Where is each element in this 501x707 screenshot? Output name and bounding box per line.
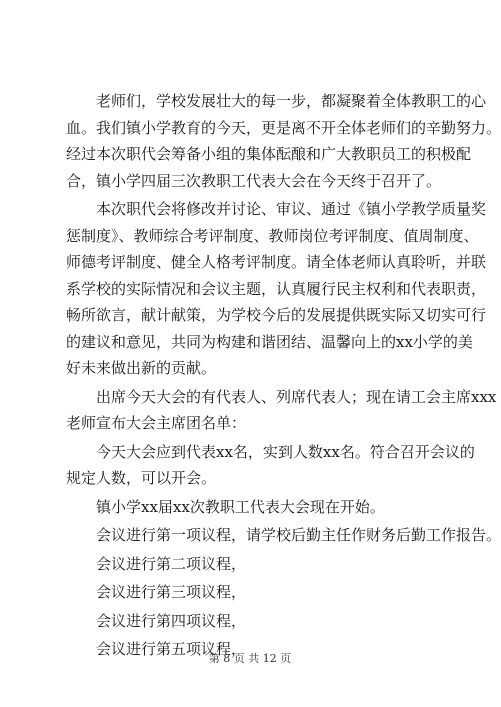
text-line: 的建议和意见，共同为构建和谐团结、温馨向上的xx小学的美 [66, 332, 473, 351]
text-line: 本次职代会将修改并讨论、审议、通过《镇小学教学质量奖 [66, 200, 487, 218]
text-line: 会议进行第五项议程， [66, 640, 247, 658]
text-line: 老师们，学校发展壮大的每一步，都凝聚着全体教职工的心 [66, 92, 487, 110]
paragraph-opening [66, 88, 501, 194]
text-line: 系学校的实际情况和会议主题，认真履行民主权利和代表职责， [66, 279, 487, 298]
text-line: 会议进行第一项议程，请学校后勤主任作财务后勤工作报告。 [66, 526, 501, 544]
text-line: 合，镇小学四届三次教职工代表大会在今天终于召开了。 [66, 171, 442, 190]
document-body [66, 88, 501, 663]
text-line: 今天大会应到代表xx名，实到人数xx名。符合召开会议的 [66, 442, 475, 461]
text-line: 好未来做出新的贡献。 [66, 359, 217, 377]
text-line: 经过本次职代会筹备小组的集体酝酿和广大教职员工的积极配 [66, 145, 472, 163]
paragraph-attendance [66, 384, 497, 437]
paragraph-agenda-intro [66, 196, 487, 382]
text-line: 畅所欲言，献计献策，为学校今后的发展提供既实际又切实可行 [66, 306, 487, 324]
text-line: 会议进行第四项议程， [66, 611, 247, 630]
text-line: 镇小学xx届xx次教职工代表大会现在开始。 [66, 497, 385, 516]
text-line: 师德考评制度、健全人格考评制度。请全体老师认真聆听，并联 [66, 253, 487, 271]
paragraph-opening-declaration [66, 494, 434, 521]
page-footer: 第 8 页 共 12 页 [208, 652, 292, 665]
paragraph-quorum [66, 439, 475, 492]
text-line: 会议进行第二项议程， [66, 554, 247, 573]
text-line: 惩制度》、教师综合考评制度、教师岗位考评制度、值周制度、 [66, 226, 479, 245]
text-line: 血。我们镇小学教育的今天，更是离不开全体老师们的辛勤努力。 [66, 118, 501, 137]
paragraph-agenda-item-4 [66, 608, 434, 635]
text-line: 出席今天大会的有代表人、列席代表人；现在请工会主席xxx [66, 387, 497, 406]
text-line: 老师宣布大会主席团名单： [66, 414, 247, 432]
text-line: 规定人数，可以开会。 [66, 469, 217, 487]
text-line: 会议进行第三项议程， [66, 583, 247, 601]
paragraph-agenda-item-1 [66, 522, 501, 549]
paragraph-agenda-item-3 [66, 579, 434, 606]
paragraph-agenda-item-2 [66, 551, 434, 578]
